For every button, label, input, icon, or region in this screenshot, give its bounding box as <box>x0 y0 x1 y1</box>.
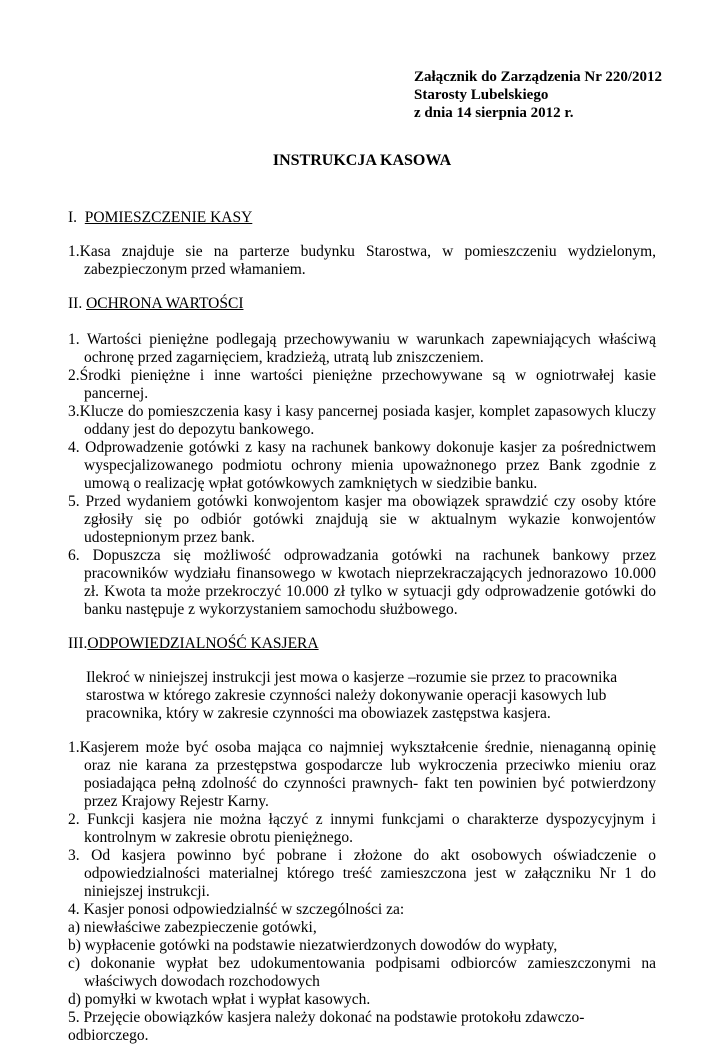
section-intro: Ilekroć w niniejszej instrukcji jest mowa o kasjerze –rozumie sie przez to pracownika starostwa w którego zakresie czynności należy dokonywanie operacji kasowych lub pracownika, który w zakresie czynności ma obowiazek zastępstwa kasjera. <box>86 669 618 722</box>
list-item: d) pomyłki w kwotach wpłat i wypłat kasowych. <box>68 991 371 1008</box>
list-item: 1.Kasjerem może być osoba mająca co najmniej wykształcenie średnie, nienaganną opinię oraz nie karana za przestępstwa gospodarcze lub wykroczenia przeciwko mieniu oraz posiadająca pełną zdolność do czynności prawnych- fakt ten powinien być potwierdzony przez Krajowy Rejestr Karny. <box>68 739 656 810</box>
list-item: 2. Funkcji kasjera nie można łączyć z innymi funkcjami o charakterze dyspozycyjnym i kontrolnym w zakresie obrotu pieniężnego. <box>68 811 656 846</box>
list-item: b) wypłacenie gotówki na podstawie niezatwierdzonych dowodów do wypłaty, <box>68 937 558 954</box>
list-item: a) niewłaściwe zabezpieczenie gotówki, <box>68 919 317 936</box>
list-item: 3. Od kasjera powinno być pobrane i złożone do akt osobowych oświadczenie o odpowiedzialności materialnej którego treść zamieszczona jest w załączniku Nr 1 do niniejszej instrukcji. <box>68 847 656 900</box>
paragraph: 1.Kasa znajduje sie na parterze budynku Starostwa, w pomieszczeniu wydzielonym, zabezpieczonym przed włamaniem. <box>68 243 656 278</box>
document-body <box>68 209 656 1045</box>
attachment-header <box>414 68 662 122</box>
section-number: II. <box>68 295 83 312</box>
section-heading-3 <box>68 635 656 653</box>
section-title: OCHRONA WARTOŚCI <box>86 295 244 312</box>
header-line-3: z dnia 14 sierpnia 2012 r. <box>414 105 574 121</box>
list-item: 3.Klucze do pomieszczenia kasy i kasy pancernej posiada kasjer, komplet zapasowych kluczy oddany jest do depozytu bankowego. <box>68 403 656 438</box>
section-number: III. <box>68 635 88 652</box>
header-line-1: Załącznik do Zarządzenia Nr 220/2012 <box>414 69 663 85</box>
list-item: 2.Środki pieniężne i inne wartości pieniężne przechowywane są w ogniotrwałej kasie pancernej. <box>68 367 656 402</box>
section-heading-2 <box>68 295 656 313</box>
section-title: POMIESZCZENIE KASY <box>84 209 253 226</box>
section-number: I. <box>68 209 78 226</box>
list-item: 1. Wartości pieniężne podlegają przechowywaniu w warunkach zapewniających właściwą ochronę przed zagarnięciem, kradzieżą, utratą lub zniszczeniem. <box>68 331 656 366</box>
header-line-2: Starosty Lubelskiego <box>414 87 549 103</box>
list-item: 4. Kasjer ponosi odpowiedzialnść w szczególności za: <box>68 901 405 918</box>
list-item: 4. Odprowadzenie gotówki z kasy na rachunek bankowy dokonuje kasjer za pośrednictwem wyspecjalizowanego podmiotu ochrony mienia upoważnonego przez Bank zgodnie z umową o realizację wpłat gotówkowych zamkniętych w siedzibie banku. <box>68 439 656 492</box>
list-item: 5. Przed wydaniem gotówki konwojentom kasjer ma obowiązek sprawdzić czy osoby które zgłosiły się po odbiór gotówki znajdują sie w aktualnym wykazie konwojentów udostepnionym przez bank. <box>68 493 656 546</box>
section-heading-1 <box>68 209 656 227</box>
list-item: 6. Dopuszcza się możliwość odprowadzania gotówki na rachunek bankowy przez pracowników wydziału finansowego w kwotach nieprzekraczających jednorazowo 10.000 zł. Kwota ta może przekroczyć 10.000 zł tylko w sytuacji gdy odprowadzenie gotówki do banku następuje z wykorzystaniem samochodu służbowego. <box>68 547 656 618</box>
list-item: 5. Przejęcie obowiązków kasjera należy dokonać na podstawie protokołu zdawczo-odbiorczego. <box>68 1009 585 1044</box>
list-item: c) dokonanie wypłat bez udokumentowania podpisami odbiorców zamieszczonymi na właściwych dowodach rozchodowych <box>68 955 656 990</box>
document-title: INSTRUKCJA KASOWA <box>272 152 452 169</box>
section-title: ODPOWIEDZIALNOŚĆ KASJERA <box>87 635 319 652</box>
